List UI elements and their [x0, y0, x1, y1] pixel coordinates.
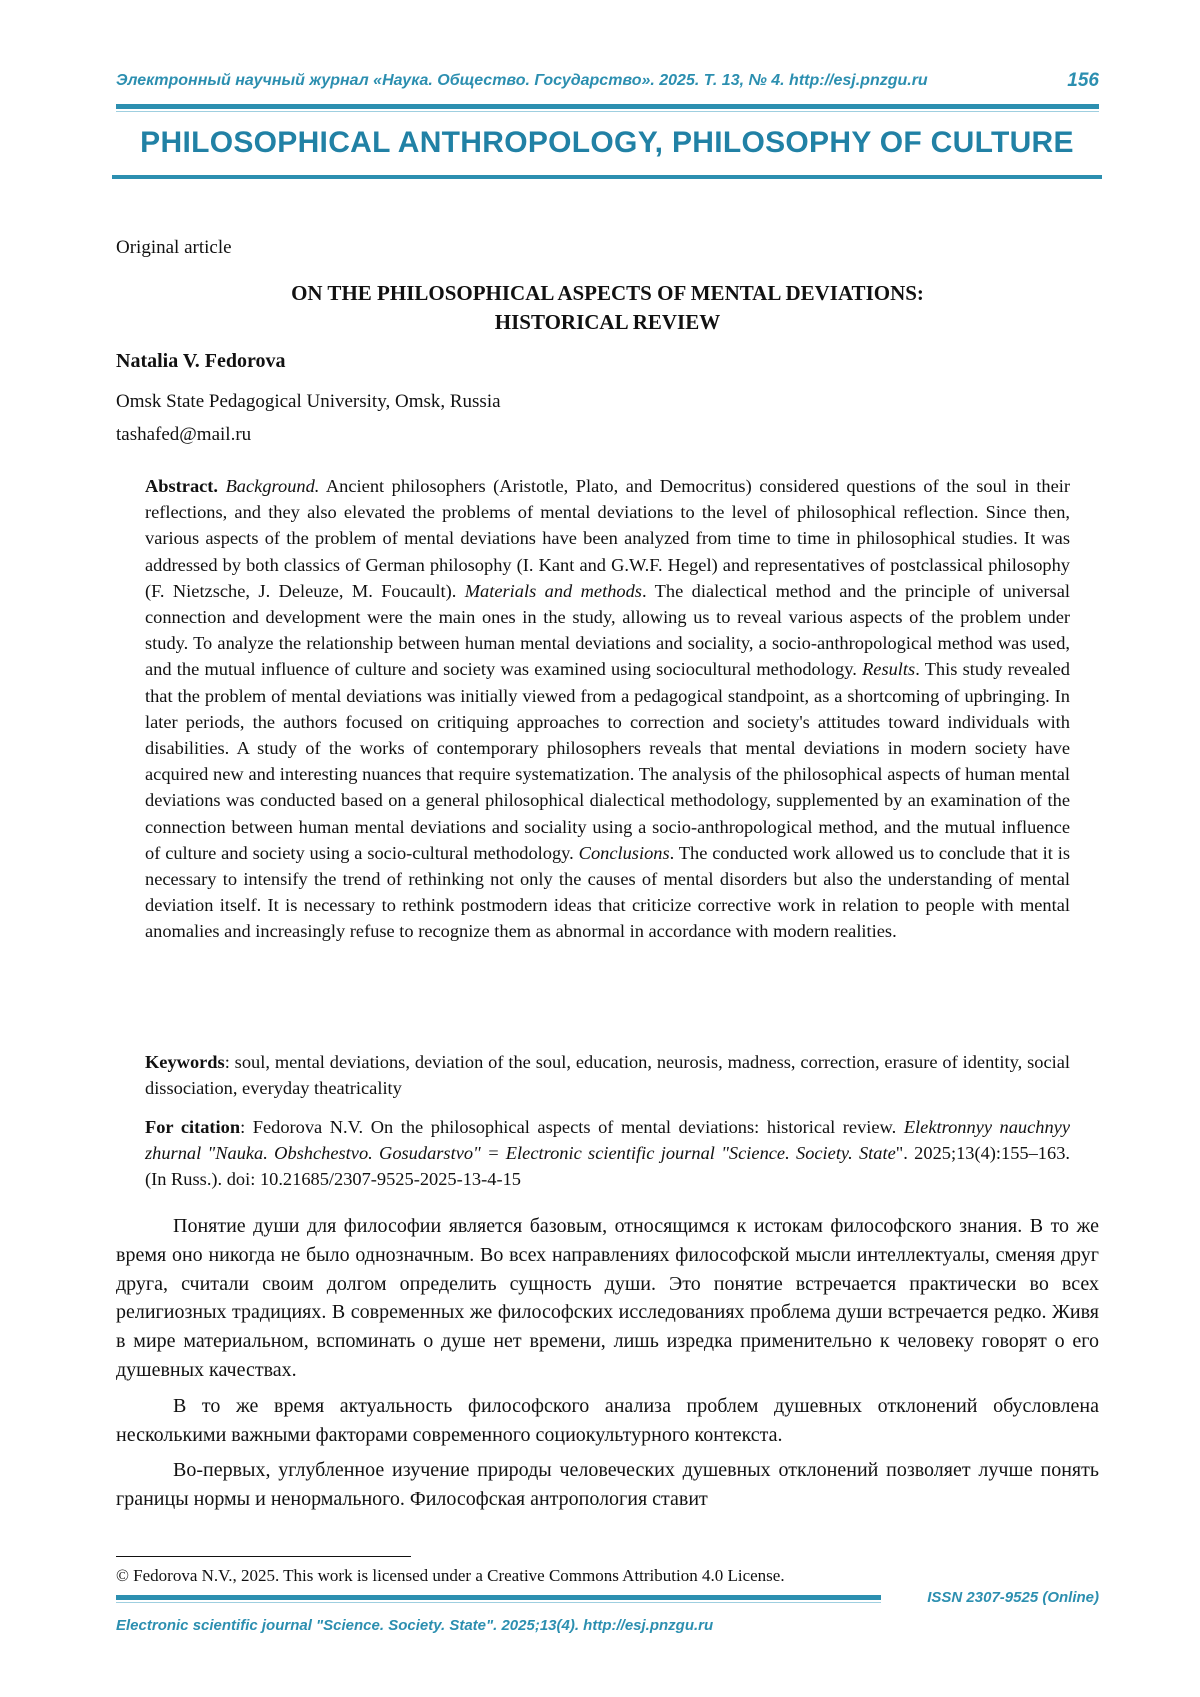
background-text: Ancient philosophers (Aristotle, Plato, and Democritus) considered questions of the soul in their reflections, and they also elevated the problems of mental deviations to the level of philosophical reflection. Since then, various aspects of the problem of mental deviations have been analyzed from time to time in philosophical studies. It was addressed by both classics of German philosophy (I. Kant and G.W.F. Hegel) and representatives of postclassical philosophy (F. Nietzsche, J. Deleuze, M. Foucault).: [145, 476, 1070, 601]
license-footnote: © Fedorova N.V., 2025. This work is licensed under a Creative Commons Attribution 4.0 License.: [116, 1566, 785, 1585]
results-text: . This study revealed that the problem of mental deviations was initially viewed from a pedagogical standpoint, as a shortcoming of upbringing. In later periods, the authors focused on critiquing approaches to correction and society's attitudes toward individuals with disabilities. A study of the works of contemporary philosophers reveals that mental deviations in modern society have acquired new and interesting nuances that require systematization. The analysis of the philosophical aspects of human mental deviations was conducted based on a general philosophical dialectical methodology, supplemented by an examination of the connection between human mental deviations and sociality using a socio-anthropological method, and the mutual influence of culture and society using a socio-cultural methodology.: [145, 659, 1070, 863]
article-title-line1: ON THE PHILOSOPHICAL ASPECTS OF MENTAL DEVIATIONS:: [291, 281, 924, 305]
article-title-line2: HISTORICAL REVIEW: [494, 310, 721, 334]
citation: [145, 1114, 1070, 1193]
citation-text2: ". 2025;13(4):155–163. (In Russ.). doi: 10.21685/2307-9525-2025-13-4-15: [145, 1143, 1070, 1190]
article-type: Original article: [116, 237, 232, 258]
results-label: Results: [862, 659, 916, 680]
methods-text: . The dialectical method and the principle of universal connection and development were the main ones in the study, allowing us to reveal various aspects of the problem under study. To analyze the relationship between human mental deviations and sociality, a socio-anthropological method was used, and the mutual influence of culture and society was examined using sociocultural methodology.: [145, 580, 1070, 680]
background-label: Background.: [225, 476, 320, 496]
citation-text1: : Fedorova N.V. On the philosophical aspects of mental deviations: historical review.: [240, 1117, 904, 1137]
keywords-text: : soul, mental deviations, deviation of the soul, education, neurosis, madness, correction, erasure of identity, social dissociation, everyday theatricality: [145, 1052, 1070, 1099]
body-paragraph-1: Понятие души для философии является базовым, относящимся к истокам философского знания. В то же время оно никогда не было однозначным. Во всех направлениях философской мысли интеллектуалы, сменяя друг друга, считали своим долгом определить сущность души. Это понятие встречается практически во всех религиозных традициях. В современных же философских исследованиях проблема души встречается редко. Живя в мире материальном, вспоминать о душе нет времени, лишь изредка применительно к человеку говорят о его душевных качествах.: [116, 1215, 1099, 1381]
conclusions-text: . The conducted work allowed us to conclude that it is necessary to intensify the trend of rethinking not only the causes of mental disorders but also the understanding of mental deviation itself. It is necessary to rethink postmodern ideas that criticize corrective work in relation to people with mental anomalies and increasingly refuse to recognize them as abnormal in accordance with modern realities.: [145, 842, 1070, 942]
article-title: [116, 279, 1099, 337]
abstract: [145, 473, 1070, 945]
keywords: [145, 1049, 1070, 1101]
author-email: tashafed@mail.ru: [116, 424, 252, 445]
methods-label: Materials and methods: [464, 580, 642, 601]
abstract-label: Abstract.: [145, 476, 219, 496]
section-rule: [112, 175, 1102, 179]
section-title: PHILOSOPHICAL ANTHROPOLOGY, PHILOSOPHY OF CULTURE: [140, 126, 1074, 159]
author-name: Natalia V. Fedorova: [116, 350, 286, 372]
citation-label: For citation: [145, 1117, 241, 1137]
footer-rule: [116, 1595, 881, 1600]
header-journal: Электронный научный журнал «Наука. Общество. Государство». 2025. Т. 13, № 4. http://esj.pnzgu.ru: [116, 72, 928, 89]
header-rule-thin: [116, 111, 1099, 112]
footnote-rule: [116, 1556, 411, 1557]
running-header: [116, 72, 1099, 94]
body-paragraph-2: В то же время актуальность философского анализа проблем душевных отклонений обусловлена несколькими важными факторами современного социокультурного контекста.: [116, 1394, 1099, 1446]
body-paragraph-3: Во-первых, углубленное изучение природы человеческих душевных отклонений позволяет лучше понять границы нормы и ненормального. Философская антропология ставит: [116, 1459, 1099, 1511]
page-number: 156: [1067, 70, 1099, 91]
keywords-label: Keywords: [145, 1052, 225, 1072]
header-rule: [116, 104, 1099, 109]
footer-rule-thin: [116, 1602, 881, 1603]
body-text: [116, 1212, 1099, 1521]
footer-journal: Electronic scientific journal "Science. Society. State". 2025;13(4). http://esj.pnzgu.ru: [116, 1617, 714, 1634]
citation-journal: Elektronnyy nauchnyy zhurnal "Nauka. Obshchestvo. Gosudarstvo" = Electronic scientific journal "Science. Society. State: [145, 1117, 1070, 1164]
author-affiliation: Omsk State Pedagogical University, Omsk, Russia: [116, 391, 501, 412]
conclusions-label: Conclusions: [578, 842, 670, 863]
footer-issn: ISSN 2307-9525 (Online): [927, 1589, 1099, 1606]
